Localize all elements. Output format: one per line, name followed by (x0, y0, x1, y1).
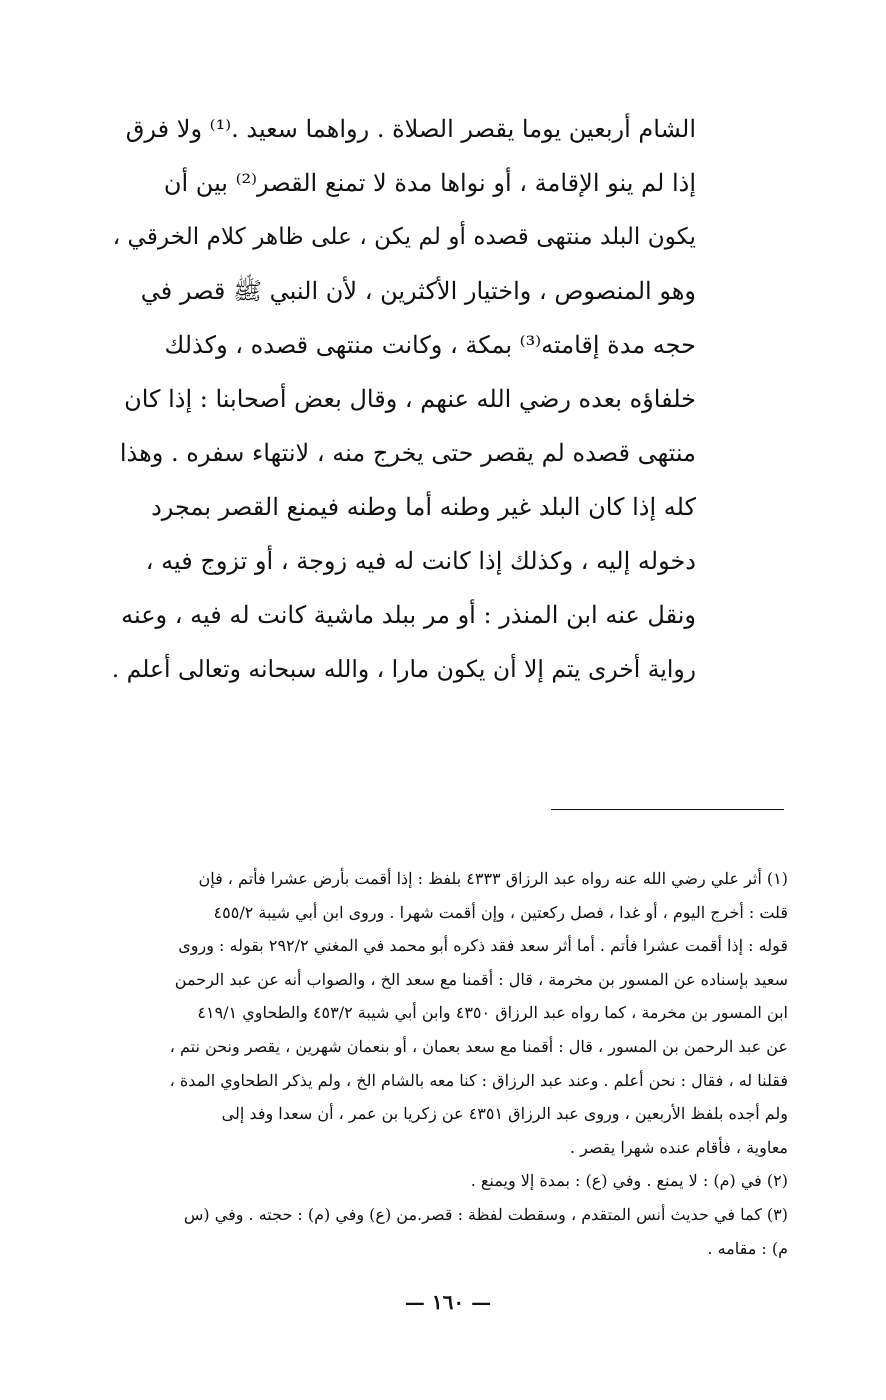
footnote-separator (551, 809, 784, 810)
footnote-line: عن عبد الرحمن بن المسور ، قال : أقمنا مع سعد بعمان ، أو بنعمان شهرين ، يقصر ونحن نتم ، (169, 1036, 788, 1056)
main-text-line: رواية أخرى يتم إلا أن يكون مارا ، والله سبحانه وتعالى أعلم . (111, 655, 696, 683)
footnote-line: (٣) كما في حديث أنس المتقدم ، وسقطت لفظة : قصر.من (ع) وفي (م) : حجته . وفي (س (183, 1204, 788, 1224)
main-text-line: خلفاؤه بعده رضي الله عنهم ، وقال بعض أصحابنا : إذا كان (124, 385, 696, 413)
footnote-line: سعيد بإسناده عن المسور بن مخرمة ، قال : أقمنا مع سعد الخ ، والصواب أنه عن عبد الرحمن (174, 969, 788, 989)
footnote-line: م) : مقامه . (707, 1238, 788, 1258)
main-text-line: يكون البلد منتهى قصده أو لم يكن ، على ظاهر كلام الخرقي ، (112, 223, 696, 250)
main-text-line: منتهى قصده لم يقصر حتى يخرج منه ، لانتهاء سفره . وهذا (119, 439, 696, 467)
main-text-line: ونقل عنه ابن المنذر : أو مر ببلد ماشية كانت له فيه ، وعنه (121, 601, 696, 629)
footnote-line: قوله : إذا أقمت عشرا فأتم . أما أثر سعد فقد ذكره أبو محمد في المغني ٢٩٢/٢ بقوله : وروى (178, 936, 788, 956)
footnote-line: قلت : أخرج اليوم ، أو غدا ، فصل ركعتين ، وإن أقمت شهرا . وروى ابن أبي شيبة ٤٥٥/٢ (213, 902, 788, 922)
main-text-line: كله إذا كان البلد غير وطنه أما وطنه فيمنع القصر بمجرد (151, 493, 696, 521)
footnote-line: معاوية ، فأقام عنده شهرا يقصر . (569, 1137, 788, 1157)
main-text-line: وهو المنصوص ، واختيار الأكثرين ، لأن النبي ﷺ قصر في (140, 277, 696, 305)
main-text-line: دخوله إليه ، وكذلك إذا كانت له فيه زوجة ، أو تزوج فيه ، (145, 547, 696, 575)
footnote-line: ولم أجده بلفظ الأربعين ، وروى عبد الرزاق ٤٣٥١ عن زكريا بن عمر ، أن سعدا وفد إلى (221, 1104, 788, 1124)
main-text-block (100, 102, 696, 696)
page-number: — ١٦٠ — (404, 1290, 492, 1314)
footnote-line: (١) أثر علي رضي الله عنه رواه عبد الرزاق ٤٣٣٣ بلفظ : إذا أقمت بأرض عشرا فأتم ، فإن (198, 869, 788, 888)
main-text-line: إذا لم ينو الإقامة ، أو نواها مدة لا تمنع القصر⁽²⁾ بين أن (163, 169, 696, 197)
main-text-line: الشام أربعين يوما يقصر الصلاة . رواهما سعيد .⁽¹⁾ ولا فرق (125, 115, 696, 143)
main-text-line: حجه مدة إقامته⁽³⁾ بمكة ، وكانت منتهى قصده ، وكذلك (164, 331, 696, 359)
footnote-line: فقلنا له ، فقال : نحن أعلم . وعند عبد الرزاق : كنا معه بالشام الخ ، ولم يذكر الطحاوي المدة ، (169, 1070, 788, 1090)
footnotes-block (104, 862, 788, 1265)
footnote-line: (٢) في (م) : لا يمنع . وفي (ع) : بمدة إلا ويمنع . (470, 1171, 788, 1191)
footnote-line: ابن المسور بن مخرمة ، كما رواه عبد الرزاق ٤٣٥٠ وابن أبي شيبة ٤٥٣/٢ والطحاوي ٤١٩/١ (197, 1003, 788, 1023)
